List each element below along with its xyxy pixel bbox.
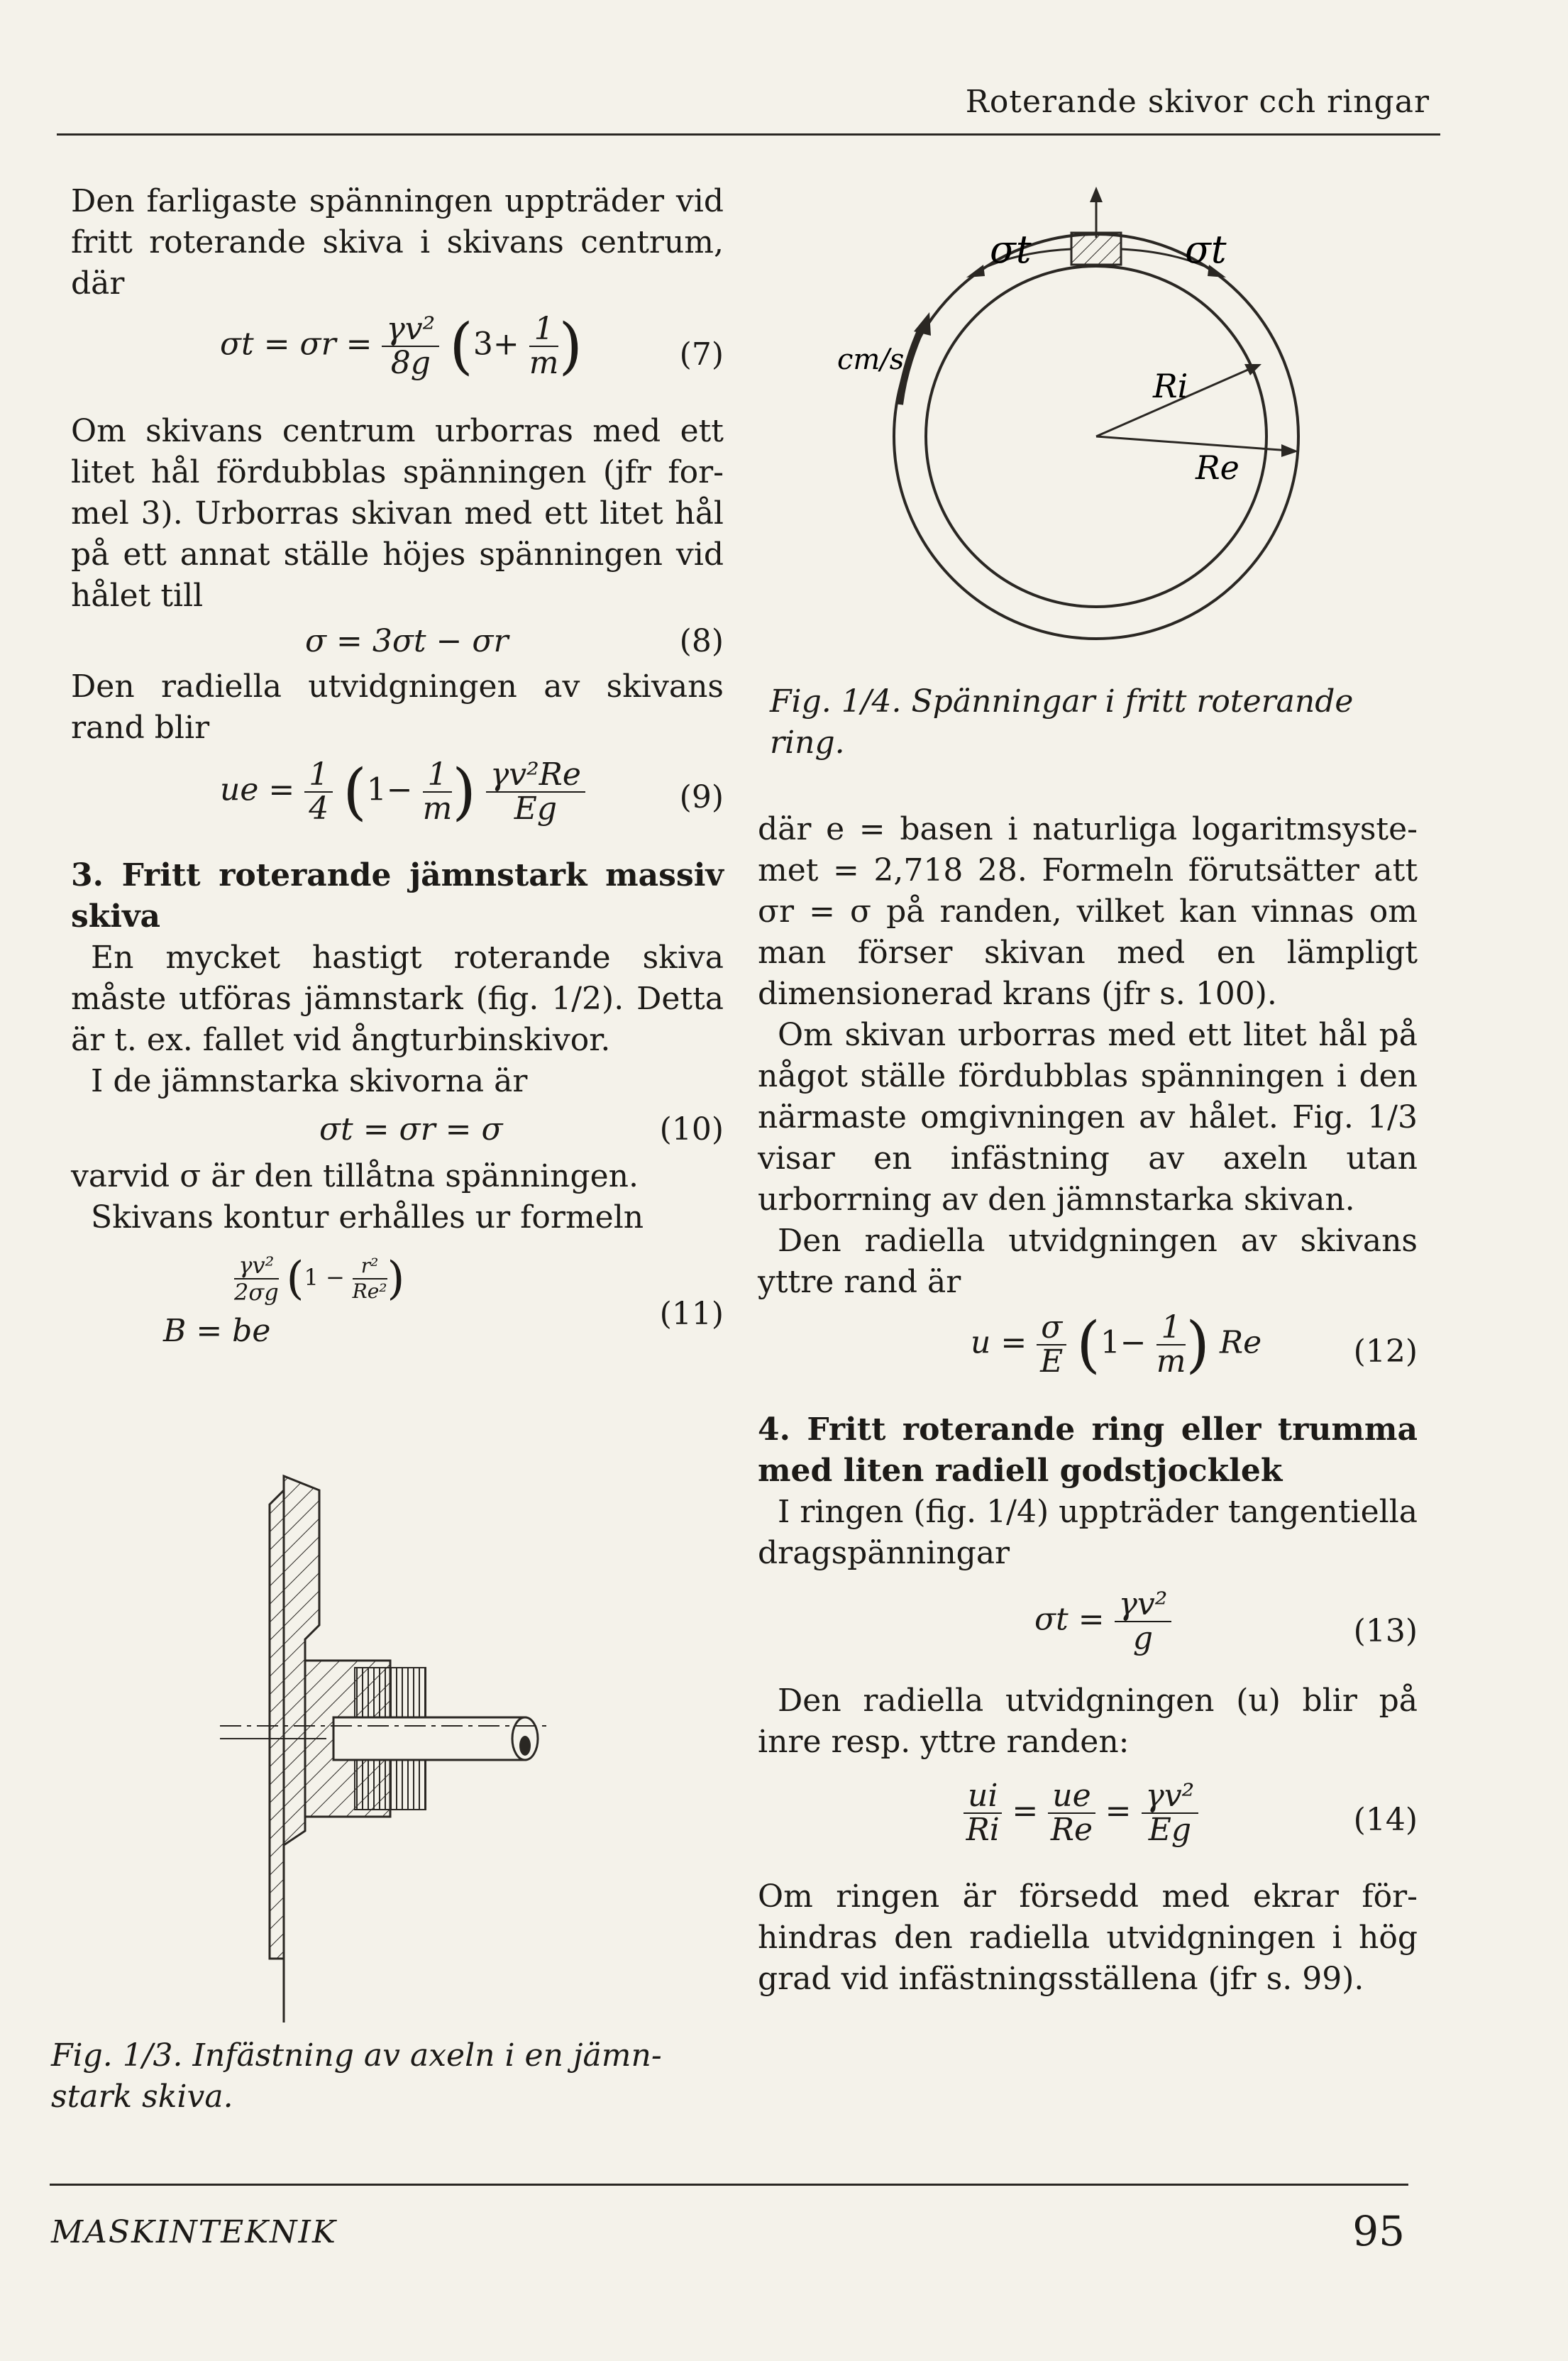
eq-den: Eg (1148, 1812, 1192, 1848)
eq-term: 1− (1100, 1324, 1147, 1361)
paragraph: I de jämnstarka skivorna är (91, 1063, 528, 1099)
eq-term: 3+ (473, 326, 519, 363)
paragraph: Den radiella utvidgningen (u) blir på inre resp. yttre randen: (758, 1683, 1418, 1760)
right-column (758, 809, 1418, 2000)
equation-number: (13) (1353, 1613, 1418, 1649)
running-header: Roterande skivor cch ringar (965, 84, 1430, 120)
paragraph: varvid σ är den tillåtna spänningen. (71, 1158, 639, 1194)
eq-den: Re (1050, 1812, 1093, 1848)
equation-14: $\frac{ui}{Ri}$ = $\frac{ue}{Re}$ = $\frac{\text{γv²}}{Eg}$ (14) (758, 1763, 1418, 1876)
eq-term: Re (1219, 1324, 1262, 1361)
eq-lhs: B = be (163, 1313, 271, 1349)
equation-9: ue = $\frac{1}{4}$ (1− $\frac{1}{m}$ ) $\frac{\text{γv²Re}}{Eg}$ (9) (220, 756, 724, 827)
eq-term: 1 − (304, 1264, 345, 1291)
equation-number: (9) (679, 779, 724, 815)
label-sigma-t-left: σt (990, 227, 1032, 272)
eq-num: 1 (423, 759, 453, 793)
equation-11: $\frac{\text{γv²}}{2\sigma g}$ (1 − $\frac{\text{r²}}{\text{Re²}}$ ) B = be (11) (71, 1238, 724, 1359)
equation-8 (71, 617, 724, 666)
label-inner-radius: Ri (1153, 367, 1188, 405)
paragraph: där e = basen i naturliga logaritmsyste- met = 2,718 28. Formeln förutsätter att σr = σ på randen, vilket kan vinnas om man förser skivan med en lämpligt dimensionerad krans (jfr s. 100). (758, 811, 1418, 1012)
figure-1-3-shaft-mounting (213, 1462, 582, 2022)
eq-num: ui (964, 1780, 1002, 1814)
equation-number: (11) (659, 1296, 724, 1332)
eq-lhs: σt = σr = (220, 326, 372, 363)
eq-den: Re² (352, 1279, 387, 1303)
eq-den: Eg (514, 791, 558, 827)
eq-lhs: ue = (220, 771, 295, 808)
eq-num: γv² (382, 313, 439, 347)
paragraph: Om skivans centrum urborras med ett litet hål fördubblas spänningen (jfr for- mel 3). Urborras skivan med ett litet hål på ett annat ställe höjes spänningen vid hålet till (71, 413, 724, 614)
eq-den: 2σg (234, 1279, 279, 1306)
eq-expr: σt = σr = σ (319, 1111, 503, 1148)
paragraph: Om ringen är försedd med ekrar för- hindras den radiella utvidgningen i hög grad vid infästningsställena (jfr s. 99). (758, 1878, 1418, 1997)
figure-1-4-rotating-ring (816, 181, 1355, 671)
equation-number: (7) (679, 336, 724, 373)
eq-num: γv² (1115, 1588, 1172, 1622)
page-number: 95 (1352, 2207, 1405, 2255)
paragraph: Om skivan urborras med ett litet hål på något ställe fördubblas spänningen i den närmaste omgivningen av hålet. Fig. 1/3 visar en infästning av axeln utan urborrning av den jämnstarka skivan. (758, 1017, 1418, 1218)
eq-num: 1 (529, 313, 559, 347)
eq-num: ue (1048, 1780, 1095, 1814)
section-heading-4: 4. Fritt roterande ring eller trumma med liten radiell godstjocklek (758, 1411, 1418, 1489)
eq-den: 4 (309, 791, 329, 827)
equation-10 (71, 1102, 724, 1156)
eq-expr: σ = 3σt − σr (305, 623, 509, 659)
paragraph: I ringen (fig. 1/4) uppträder tangentiella dragspänningar (758, 1494, 1418, 1571)
eq-lhs: σt = (1034, 1601, 1105, 1638)
equation-number: (12) (1353, 1333, 1418, 1370)
figure-1-3-caption: Fig. 1/3. Infästning av axeln i en jämn- stark skiva. (51, 2037, 662, 2115)
eq-den: m (422, 791, 453, 827)
figure-1-4-caption: Fig. 1/4. Spänningar i fritt roterande ring. (770, 683, 1354, 761)
footer-rule (50, 2184, 1408, 2186)
eq-den: Ri (966, 1812, 1000, 1848)
eq-den: m (529, 345, 559, 381)
label-velocity: cm/s (837, 343, 905, 376)
eq-num: r² (353, 1254, 387, 1279)
eq-num: γv² (1142, 1780, 1199, 1814)
eq-den: E (1040, 1343, 1064, 1380)
eq-den: m (1156, 1343, 1186, 1380)
header-rule (57, 133, 1440, 136)
eq-den: 8g (390, 345, 431, 381)
eq-den: g (1132, 1620, 1154, 1656)
paragraph: Den radiella utvidgningen av skivans yttre rand är (758, 1223, 1418, 1300)
equation-number: (14) (1353, 1802, 1418, 1838)
equation-12: u = $\frac{\sigma}{E}$ (1− $\frac{1}{m}$ ) Re (12) (971, 1309, 1418, 1380)
paragraph: En mycket hastigt roterande skiva måste utföras jämnstark (fig. 1/2). Detta är t. ex. fallet vid ångturbinskivor. (71, 940, 724, 1058)
equation-number: (8) (679, 623, 724, 659)
eq-num: 1 (304, 759, 333, 793)
left-column (71, 181, 724, 1359)
eq-num: 1 (1156, 1311, 1186, 1345)
footer-journal-name: MASKINTEKNIK (51, 2214, 337, 2250)
equation-7: σt = σr = $\frac{\text{γv²}}{8g}$ (3+ $\frac{1}{m}$ ) (7) (220, 311, 724, 382)
eq-term: 1− (366, 771, 413, 808)
paragraph: Den radiella utvidgningen av skivans rand blir (71, 668, 724, 746)
eq-num: σ (1037, 1311, 1066, 1345)
equation-13 (758, 1574, 1418, 1680)
paragraph: Den farligaste spänningen uppträder vid fritt roterande skiva i skivans centrum, där (71, 183, 724, 302)
eq-num: γv² (234, 1253, 279, 1279)
section-heading-3: 3. Fritt roterande jämnstark massiv skiva (71, 857, 724, 935)
eq-lhs: u = (971, 1324, 1027, 1361)
label-outer-radius: Re (1196, 448, 1240, 487)
equation-number: (10) (659, 1111, 724, 1148)
eq-num: γv²Re (486, 759, 585, 793)
paragraph: Skivans kontur erhålles ur formeln (91, 1199, 644, 1235)
label-sigma-t-right: σt (1185, 227, 1227, 272)
